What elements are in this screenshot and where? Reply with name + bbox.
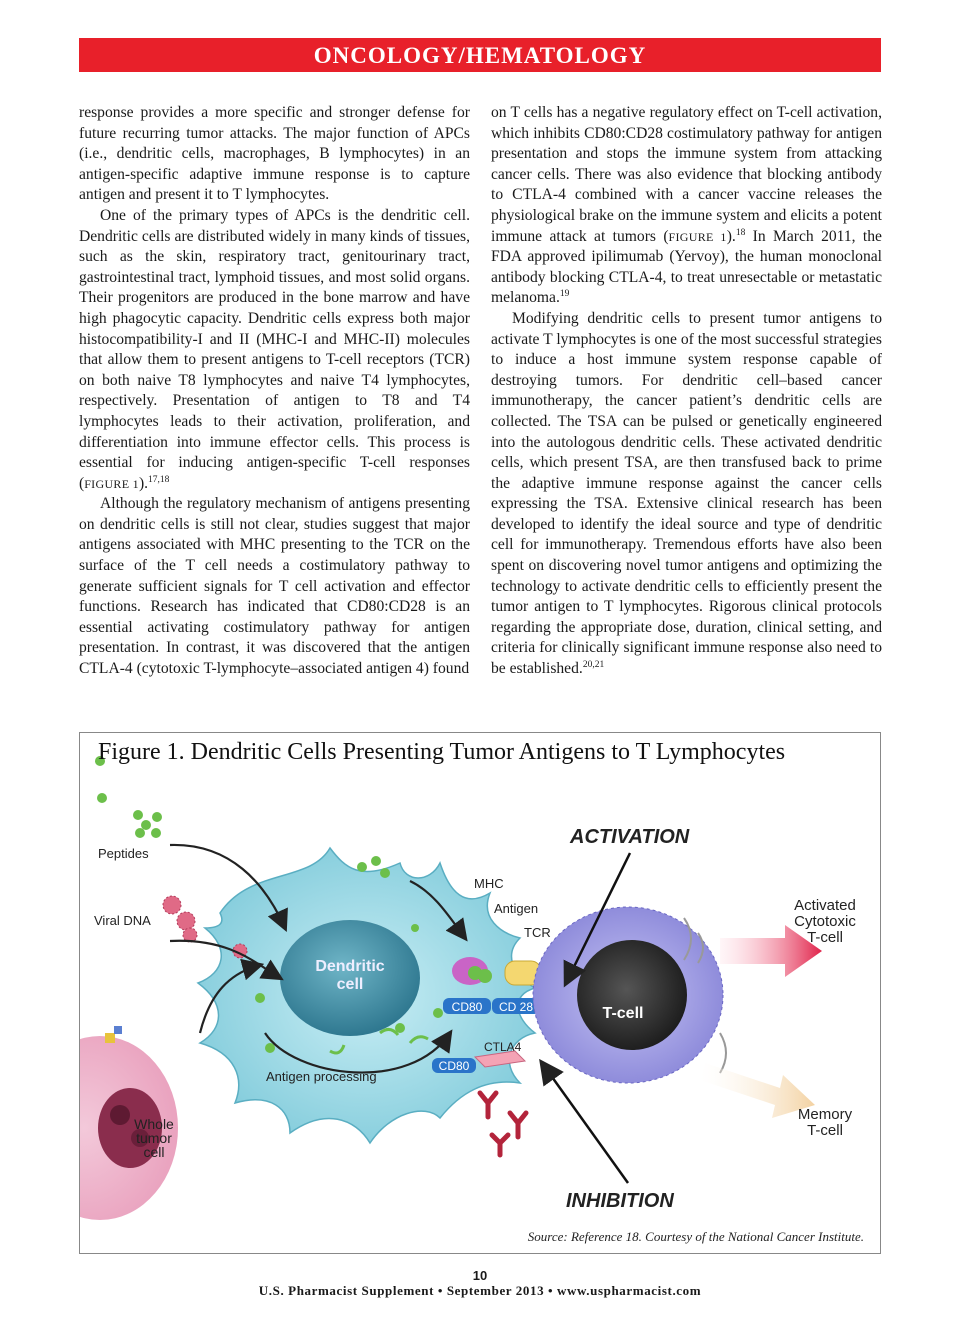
right-column [491,103,882,680]
paragraph: Although the regulatory mechanism of antigens presenting on dendritic cells is still not clear, studies suggest that major antigens associated with MHC presenting to the TCR on the surface of the T cell needs a costimulatory pathway to generate sufficient signals for T cell activation and effector functions. Research has indicated that CD80:CD28 is an essential activating costimulatory pathway for antigen presentation. In contrast, it was discovered that the antigen CTLA-4 (cytotoxic T-lymphocyte–associated antigen 4) found [79,495,470,678]
label-dendritic: Dendritic [315,958,385,975]
label-tumor: tumor [136,1130,172,1146]
label-inhibition: INHIBITION [566,1190,674,1212]
label-ctla4: CTLA4 [484,1040,522,1054]
label-cd28: CD 28 [498,1000,534,1014]
citation: 18 [735,227,746,238]
paragraph: on T cells has a negative regulatory effect on T-cell activation, which inhibits CD80:CD28 costimulatory pathway for antigen presentation and stops the immune system from attacking cancer cells. There was also evidence that blocking antibody to CTLA-4 combined with a cancer vaccine releases the physiological brake on the immune system and elicits a potent immune attack at tumors (FIGURE 1).$^{18}$ In March 2011, the FDA approved ipilimumab (Yervoy), the human monoclonal antibody blocking CTLA-4, to treat unresectable or metastatic melanoma.$^{19}$ [491,104,882,307]
section-header: ONCOLOGY/HEMATOLOGY [79,38,881,72]
label-peptides: Peptides [98,846,149,861]
figure-reference[interactable]: FIGURE 1 [668,229,727,244]
citation: 17,18 [148,474,170,485]
label-antigen: Antigen [494,901,539,916]
label-dendritic-cell: cell [336,976,364,993]
figure-title: Figure 1. Dendritic Cells Presenting Tumor Antigens to T Lymphocytes [98,739,786,765]
label-cytotoxic: Cytotoxic [794,913,856,930]
citation: 20,21 [582,659,605,670]
label-cell: cell [143,1144,165,1160]
label-tcr: TCR [524,925,551,940]
label-activation: ACTIVATION [570,826,690,848]
figure-source: Source: Reference 18. Courtesy of the National Cancer Institute. [527,1229,864,1244]
paragraph: response provides a more specific and stronger defense for future recurring tumor attacks. The major function of APCs (i.e., dendritic cells, macrophages, B lymphocytes) in an antigen-specific adaptive immune response is to capture antigen and present it to T lymphocytes. [79,104,470,204]
antibodies [480,1093,526,1155]
label-tcell: T-cell [602,1005,644,1022]
citation: 19 [559,289,570,300]
paragraph: One of the primary types of APCs is the dendritic cell. Dendritic cells are distributed widely in many kinds of tissues, such as the skin, respiratory tract, genitourinary tract, gastrointestinal tract, lymphoid tissues, and most solid organs. Their progenitors are produced in the bone marrow and have high phagocytic capacity. Dendritic cells express both major histocompatibility-I and II (MHC-I and MHC-II) molecules that allow them to present antigens to T-cell receptors (TCR) on both naive T8 lymphocytes and naive T4 lymphocytes, respectively. Presentation of antigen to T8 and T4 lymphocytes leads to their activation, proliferation, and differentiation into immune effector cells. This process is essential for inducing antigen-specific T-cell responses (FIGURE 1).$^{17,18}$ [79,206,470,492]
label-activated: Activated [794,897,856,914]
t-cell [533,907,726,1083]
figure-reference[interactable]: FIGURE 1 [84,476,139,491]
footer-publication: U.S. Pharmacist Supplement • September 2013 • www.uspharmacist.com [258,1283,702,1298]
left-column [79,103,470,680]
label-memory-tcell: T-cell [807,1122,843,1139]
label-whole: Whole [134,1116,174,1132]
label-memory: Memory [797,1106,853,1123]
page-number: 10 [472,1268,488,1283]
label-cd80-top: CD80 [451,1000,483,1014]
label-cd80-bottom: CD80 [438,1059,470,1073]
figure-1 [79,732,881,1254]
label-antigen-processing: Antigen processing [266,1069,377,1084]
figure-illustration [80,733,880,1253]
paragraph: Modifying dendritic cells to present tumor antigens to activate T lymphocytes is one of the most successful strategies to induce a host immune system response capable of destroying tumors. For dendritic cell–based cancer immunotherapy, the cancer patient’s dendritic cells are collected. The TSA can be pulsed or genetically engineered into the autologous dendritic cells. These activated dendritic cells, which present TSA, are then transfused back to prime the adaptive immune response against the cancer cells expressing the TSA. Extensive clinical research has been developed to identify the ideal source and type of dendritic cell for immunotherapy. Tremendous efforts have also been spent on discovering novel tumor antigens and optimizing the technology to activate dendritic cells to efficiently present the tumor antigen to T lymphocytes. Rigorous clinical protocols regarding the appropriate dose, duration, clinical setting, and criteria for clinically significant immune response also need to be established.$^{20,21}$ [491,309,882,678]
label-activated-tcell: T-cell [807,929,843,946]
label-viral-dna: Viral DNA [94,913,151,928]
label-mhc: MHC [474,876,504,891]
